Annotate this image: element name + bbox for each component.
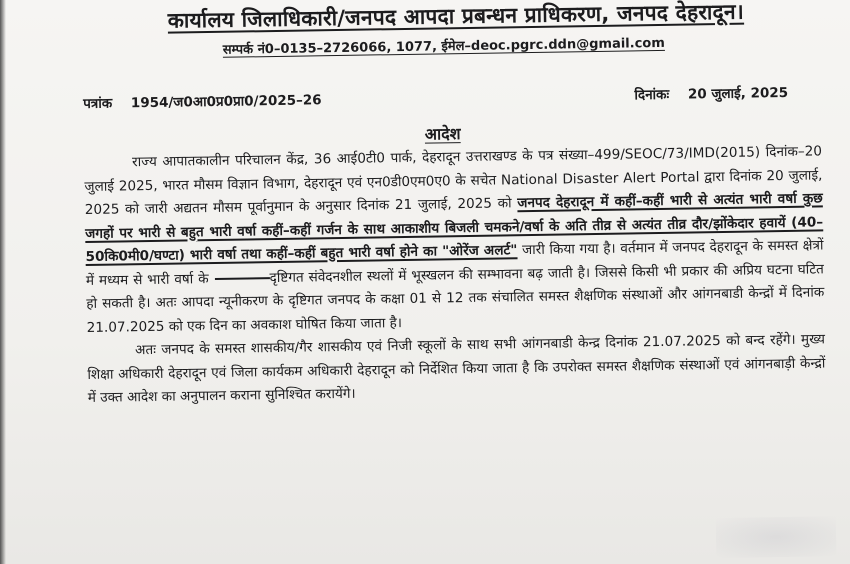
contact-line: सम्पर्क नं0–0135–2726066, 1077, ईमेल–deoc.pgrc.ddn@gmail.com — [222, 35, 665, 58]
stamp-smudge — [716, 516, 837, 558]
order-heading: आदेश — [424, 124, 461, 144]
paragraph-2: अतः जनपद के समस्त शासकीय/गैर शासकीय एवं निजी स्कूलों के साथ सभी आंगनबाडी केन्द्र दिनांक 21.07.2025 को बन्द रहेंगे। मुख्य शिक्षा अधिकारी देहरादून एवं जिला कार्यकम अधिकारी देहरादून को निर्देशित किया जाता है कि उपरोक्त समस्त शैक्षणिक संस्थाओं एवं आंगनबाड़ी केन्द्रों में उक्त आदेश का अनुपालन कराना सुनिश्चित करायेंगे। — [87, 331, 826, 406]
letter-date-label: दिनांकः — [634, 86, 670, 104]
paragraph-1-continuation: दृष्टिगत संवेदनशील स्थलों में भूस्खलन की सम्भावना बढ़ जाती है। जिससे किसी भी प्रकार की अप्रिय घटना घटित हो सकती है। अतः आपदा न्यूनीकरण के दृष्टिगत जनपद के कक्षा 01 से 12 तक संचालित समस्त शैक्षणिक संस्थाओं और आंगनबाडी केन्द्रों में दिनांक 21.07.2025 को एक दिन का अवकाश घोषित किया जाता है। — [86, 260, 825, 336]
continuation-dash — [215, 277, 270, 280]
paragraph-1 — [84, 140, 825, 340]
letter-number — [83, 90, 322, 112]
paragraph-1-intro: राज्य आपातकालीन परिचालन केंद्र, 36 आई0टी0 पार्क, देहरादून उत्तराखण्ड के पत्र संख्या–499/SEOC/73/IMD(2015) दिनांक–20 जुलाई 2025, भारत मौसम विज्ञान विभाग, देहरादून एवं एन0डी0एम0ए0 के सचेत National Disaster Alert Portal द्वारा दिनांक 20 जुलाई, 2025 को जारी अद्यतन मौसम पूर्वानुमान के अनुसार दिनांक 21 जुलाई, 2025 को — [84, 143, 823, 218]
letter-date-value: 20 जुलाई, 2025 — [687, 84, 789, 103]
paragraph-1-rest: जारी किया गया है। वर्तमान में जनपद देहरादून के समस्त क्षेत्रों में मध्यम से भारी वर्षा के — [85, 237, 824, 289]
orange-alert-highlight: जनपद देहरादून में कहीं–कहीं भारी से अत्यंत भारी वर्षा कुछ जगहों पर भारी से बहुत भारी वर्षा कहीं–कहीं गर्जन के साथ आकाशीय बिजली चमकने/वर्षा के अति तीव्र से अत्यंत तीव्र दौर/झोंकेदार हवायें (40–50कि0मी0/घण्टा) भारी वर्षा तथा कहीं–कहीं बहुत भारी वर्षा होने का "ओरेंज अलर्ट" — [85, 190, 824, 265]
letter-number-value: 1954/ज0आ0प्र0प्रा0/2025–26 — [130, 92, 322, 112]
office-title: कार्यालय जिलाधिकारी/जनपद आपदा प्रबन्धन प्राधिकरण, जनपद देहरादून। — [167, 0, 745, 33]
letter-number-label: पत्रांक — [83, 95, 113, 113]
reference-row — [83, 83, 789, 113]
letter-date — [634, 83, 788, 103]
order-body — [84, 140, 826, 410]
